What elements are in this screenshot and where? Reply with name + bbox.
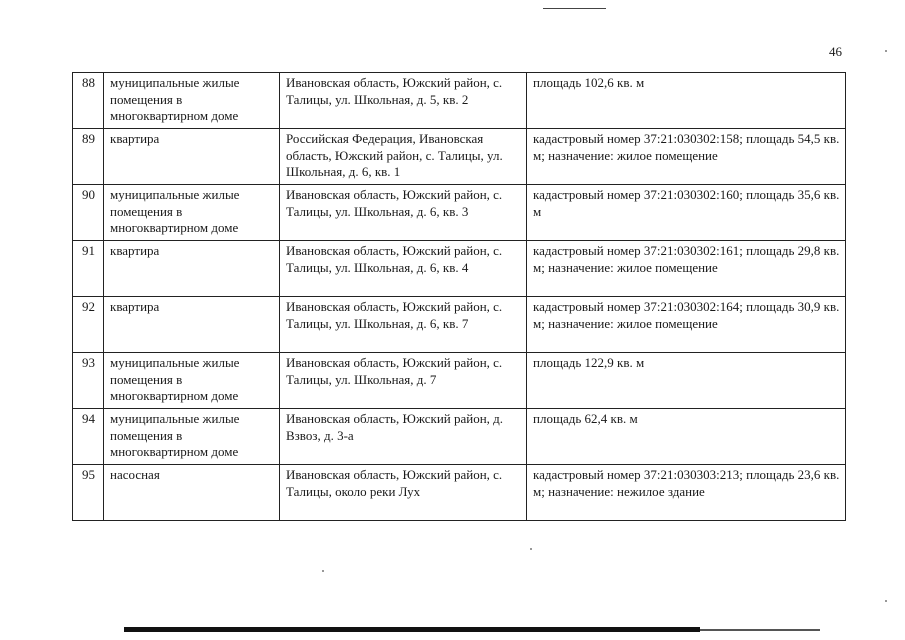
object-name: квартира [104,297,280,353]
row-number: 89 [73,129,104,185]
scan-edge-bar [124,627,700,632]
object-details: кадастровый номер 37:21:030303:213; площадь 23,6 кв. м; назначение: нежилое здание [527,465,846,521]
object-details: площадь 62,4 кв. м [527,409,846,465]
object-address: Ивановская область, Южский район, с. Талицы, ул. Школьная, д. 6, кв. 7 [280,297,527,353]
table-row [73,241,846,297]
row-number: 90 [73,185,104,241]
object-address: Ивановская область, Южский район, с. Талицы, ул. Школьная, д. 6, кв. 4 [280,241,527,297]
object-name: муниципальные жилые помещения в многоквартирном доме [104,353,280,409]
table-row [73,73,846,129]
scan-speck [322,570,324,572]
table-row [73,409,846,465]
object-address: Ивановская область, Южский район, с. Талицы, ул. Школьная, д. 5, кв. 2 [280,73,527,129]
object-name: квартира [104,129,280,185]
row-number: 94 [73,409,104,465]
object-name: муниципальные жилые помещения в многоквартирном доме [104,409,280,465]
scan-speck [885,50,887,52]
object-name: насосная [104,465,280,521]
row-number: 95 [73,465,104,521]
object-address: Ивановская область, Южский район, д. Взвоз, д. 3-а [280,409,527,465]
object-address: Российская Федерация, Ивановская область, Южский район, с. Талицы, ул. Школьная, д. 6, кв. 1 [280,129,527,185]
object-details: площадь 102,6 кв. м [527,73,846,129]
object-address: Ивановская область, Южский район, с. Талицы, около реки Лух [280,465,527,521]
page-number: 46 [829,44,842,59]
object-details: площадь 122,9 кв. м [527,353,846,409]
object-details: кадастровый номер 37:21:030302:158; площадь 54,5 кв. м; назначение: жилое помещение [527,129,846,185]
object-address: Ивановская область, Южский район, с. Талицы, ул. Школьная, д. 7 [280,353,527,409]
table-row [73,185,846,241]
row-number: 91 [73,241,104,297]
object-details: кадастровый номер 37:21:030302:161; площадь 29,8 кв. м; назначение: жилое помещение [527,241,846,297]
table-row [73,297,846,353]
table-row [73,465,846,521]
object-name: муниципальные жилые помещения в многоквартирном доме [104,185,280,241]
table-row [73,353,846,409]
scan-speck [530,548,532,550]
object-name: муниципальные жилые помещения в многоквартирном доме [104,73,280,129]
scan-edge-bar-tail [700,629,820,631]
object-address: Ивановская область, Южский район, с. Талицы, ул. Школьная, д. 6, кв. 3 [280,185,527,241]
row-number: 93 [73,353,104,409]
object-details: кадастровый номер 37:21:030302:160; площадь 35,6 кв. м [527,185,846,241]
row-number: 92 [73,297,104,353]
top-rule [543,8,606,9]
object-name: квартира [104,241,280,297]
object-details: кадастровый номер 37:21:030302:164; площадь 30,9 кв. м; назначение: жилое помещение [527,297,846,353]
scan-speck [885,600,887,602]
property-registry-table [72,72,846,521]
row-number: 88 [73,73,104,129]
table-row [73,129,846,185]
